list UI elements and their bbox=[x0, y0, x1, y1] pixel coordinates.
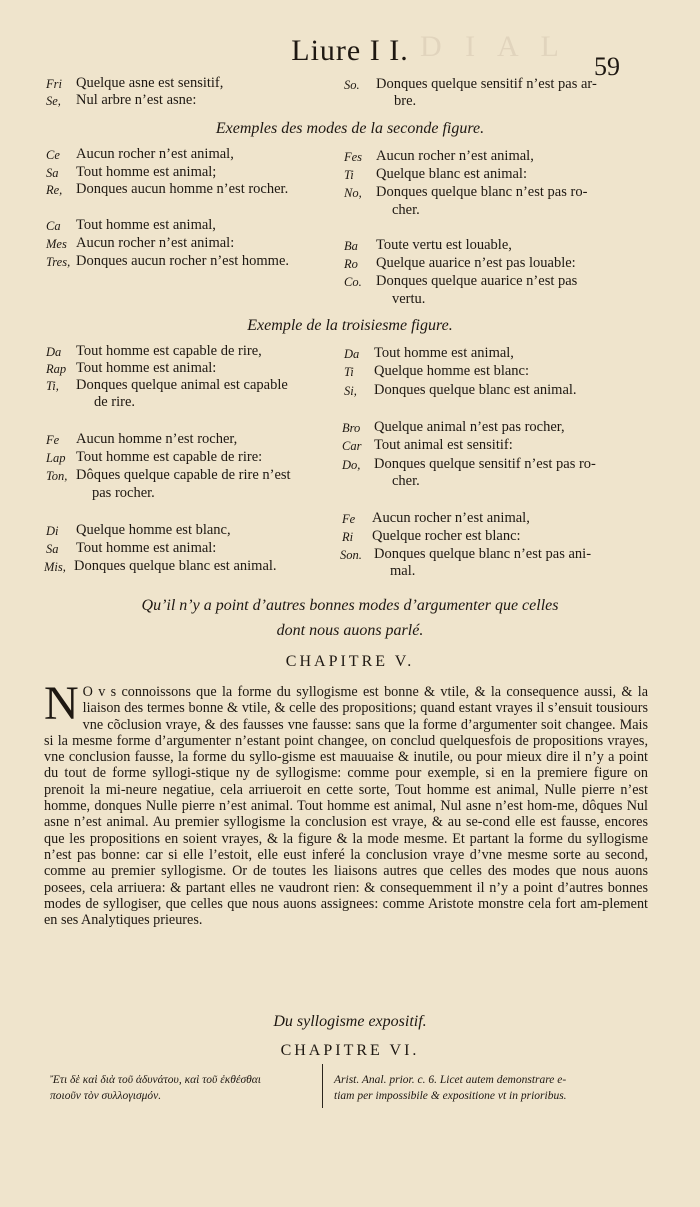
conclusion-line: vertu. bbox=[392, 291, 426, 307]
premise-line: Tout animal est sensitif: bbox=[374, 437, 513, 453]
mode-label: Ca bbox=[46, 219, 61, 233]
mode-label: Da bbox=[344, 347, 360, 361]
premise-line: Quelque blanc est animal: bbox=[376, 166, 527, 182]
drop-capital: N bbox=[44, 677, 79, 730]
premise-line: Quelque animal n’est pas rocher, bbox=[374, 419, 565, 435]
conclusion-line: Donques quelque animal est capable bbox=[76, 377, 288, 393]
mode-label: Bro bbox=[342, 421, 361, 435]
bleed-through-text: D I A L bbox=[420, 30, 567, 63]
premise-line: Tout homme est animal, bbox=[76, 217, 216, 233]
mode-label: Di bbox=[46, 524, 59, 538]
premise-line: Nul arbre n’est asne: bbox=[76, 92, 197, 108]
mode-label: Co. bbox=[344, 275, 362, 289]
conclusion-line: cher. bbox=[392, 202, 420, 218]
premise-line: Aucun homme n’est rocher, bbox=[76, 431, 238, 447]
chapter-v-body bbox=[44, 677, 648, 929]
page-number: 59 bbox=[594, 52, 620, 81]
premise-line: Tout homme est animal, bbox=[374, 345, 514, 361]
mode-label: Se, bbox=[46, 94, 61, 108]
mode-label: Fe bbox=[46, 433, 60, 447]
section-heading-line-1: Qu’il n’y a point d’autres bonnes modes d’argumenter que celles bbox=[141, 597, 559, 614]
mode-label: Si, bbox=[344, 384, 357, 398]
mode-label: So. bbox=[344, 78, 360, 92]
conclusion-line: bre. bbox=[394, 93, 417, 109]
mode-label: Ri bbox=[342, 530, 354, 544]
conclusion-line: Dôques quelque capable de rire n’est bbox=[76, 467, 291, 483]
conclusion-line: cher. bbox=[392, 473, 420, 489]
premise-line: Quelque homme est blanc: bbox=[374, 363, 530, 379]
conclusion-line: Donques quelque auarice n’est pas bbox=[376, 273, 578, 289]
mode-label: Fes bbox=[344, 150, 363, 164]
conclusion-line: de rire. bbox=[94, 394, 136, 410]
mode-label: Fri bbox=[46, 77, 62, 91]
conclusion-line: Donques quelque blanc est animal. bbox=[374, 382, 577, 398]
premise-line: Tout homme est capable de rire: bbox=[76, 449, 263, 465]
section-heading-line-2: dont nous auons parlé. bbox=[276, 622, 424, 639]
conclusion-line: mal. bbox=[390, 563, 416, 579]
premise-line: Tout homme est capable de rire, bbox=[76, 343, 262, 359]
mode-label: Da bbox=[46, 345, 62, 359]
chapter-v-text: O v s connoissons que la forme du syllogisme est bonne & vtile, & la consequence aussi, & la liaison des termes bonne & vtile, & celle des propositions; quand estant vrayes il s’ensuit tousiours vne cõclusion vraye, & des fausses vne fausse: sans que la forme d’argumenter soit changee. Mais si la mesme forme d’argumenter n’estant point changee, on conclud quelquesfois de propositions vrayes, vne conclusion fausse, la forme du syllo-gisme est mauuaise & inutile, ou pour mieux dire il n’y a point du tout de forme syllogi-stique ny de syllogisme: comme pour exemple, si en la premiere figure on prenoit la mi-neure negatiue, cela arriueroit en cette sorte, Tout homme est animal, Nulle pierre n’est homme, donques Nulle pierre n’est animal. Tout homme est animal, Nul asne n’est hom-me, dôques Nul asne n’est animal. Au premier syllogisme la conclusion est vraye, & au se-cond elle est fausse, encores que les propositions en soient vrayes, & la figure & la mode mesme. Et partant la forme du syllogisme n’est pas bonne: car si elle l’estoit, elle eust inferé la conclusion vraye d’vne mesme sorte au second, comme au premier syllogisme. Or de toutes les liaisons autres que celles des modes que nous auons posees, cela arriuera: & partant elles ne vaudront rien: & consequemment il n’y a point d’autres bonnes modes de syllogiser, que celles que nous auons assignees: comme Aristote monstre cela fort am-plement en ses Analytiques prieures. bbox=[44, 684, 648, 929]
premise-line: Tout homme est animal; bbox=[76, 164, 217, 180]
mode-label: Tres, bbox=[46, 255, 71, 269]
premise-line: Tout homme est animal: bbox=[76, 540, 217, 556]
note-line: Arist. Anal. prior. c. 6. Licet autem demonstrare e- bbox=[334, 1074, 567, 1086]
mode-label: Do, bbox=[342, 458, 361, 472]
section-heading-expositif: Du syllogisme expositif. bbox=[273, 1013, 427, 1030]
premise-line: Toute vertu est louable, bbox=[376, 237, 512, 253]
premise-line: Aucun rocher n’est animal: bbox=[76, 235, 235, 251]
mode-label: Son. bbox=[340, 548, 362, 562]
mode-label: Ton, bbox=[46, 469, 68, 483]
mode-label: Sa bbox=[46, 166, 59, 180]
premise-line: Quelque rocher est blanc: bbox=[372, 528, 521, 544]
premise-line: Quelque auarice n’est pas louable: bbox=[376, 255, 576, 271]
mode-label: Lap bbox=[46, 451, 66, 465]
mode-label: Ce bbox=[46, 148, 60, 162]
mode-label: Fe bbox=[342, 512, 356, 526]
chapter-title-vi: CHAPITRE VI. bbox=[280, 1042, 420, 1059]
mode-label: Sa bbox=[46, 542, 59, 556]
mode-label: Re, bbox=[46, 183, 63, 197]
mode-label: Ti bbox=[344, 168, 354, 182]
premise-line: Quelque homme est blanc, bbox=[76, 522, 231, 538]
conclusion-line: Donques quelque blanc n’est pas ani- bbox=[374, 546, 592, 562]
latin-marginal-note bbox=[334, 1072, 634, 1104]
greek-line: Ἔτι δὲ καὶ διὰ τοῦ ἀδυνάτου, καὶ τοῦ ἐκθέσθαι bbox=[50, 1074, 261, 1086]
mode-label: Rap bbox=[46, 362, 67, 376]
conclusion-line: Donques aucun homme n’est rocher. bbox=[76, 181, 289, 197]
conclusion-line: Donques aucun rocher n’est homme. bbox=[76, 253, 290, 269]
premise-line: Aucun rocher n’est animal, bbox=[372, 510, 530, 526]
premise-line: Quelque asne est sensitif, bbox=[76, 75, 224, 91]
section-heading-third-figure: Exemple de la troisiesme figure. bbox=[247, 317, 453, 334]
conclusion-line: Donques quelque sensitif n’est pas ro- bbox=[374, 456, 596, 472]
note-line: tiam per impossibile & expositione vt in prioribus. bbox=[334, 1090, 567, 1102]
conclusion-line: Donques quelque blanc est animal. bbox=[74, 558, 277, 574]
premise-line: Aucun rocher n’est animal, bbox=[76, 146, 234, 162]
mode-label: Ba bbox=[344, 239, 358, 253]
premise-line: Aucun rocher n’est animal, bbox=[376, 148, 534, 164]
mode-label: No, bbox=[344, 186, 362, 200]
mode-label: Mes bbox=[46, 237, 67, 251]
greek-line: ποιοῦν τὸν συλλογισμόν. bbox=[50, 1090, 162, 1102]
mode-label: Car bbox=[342, 439, 362, 453]
mode-label: Ti bbox=[344, 365, 354, 379]
conclusion-line: pas rocher. bbox=[92, 485, 155, 501]
mode-label: Ro bbox=[344, 257, 358, 271]
greek-quotation bbox=[50, 1072, 261, 1104]
conclusion-line: Donques quelque sensitif n’est pas ar- bbox=[376, 76, 597, 92]
mode-label: Ti, bbox=[46, 379, 59, 393]
chapter-title-v: CHAPITRE V. bbox=[285, 653, 415, 670]
premise-line: Tout homme est animal: bbox=[76, 360, 217, 376]
running-head: Liure I I. bbox=[291, 34, 409, 67]
section-heading-second-figure: Exemples des modes de la seconde figure. bbox=[215, 120, 485, 137]
mode-label: Mis, bbox=[44, 560, 66, 574]
column-divider bbox=[322, 1064, 323, 1108]
conclusion-line: Donques quelque blanc n’est pas ro- bbox=[376, 184, 588, 200]
